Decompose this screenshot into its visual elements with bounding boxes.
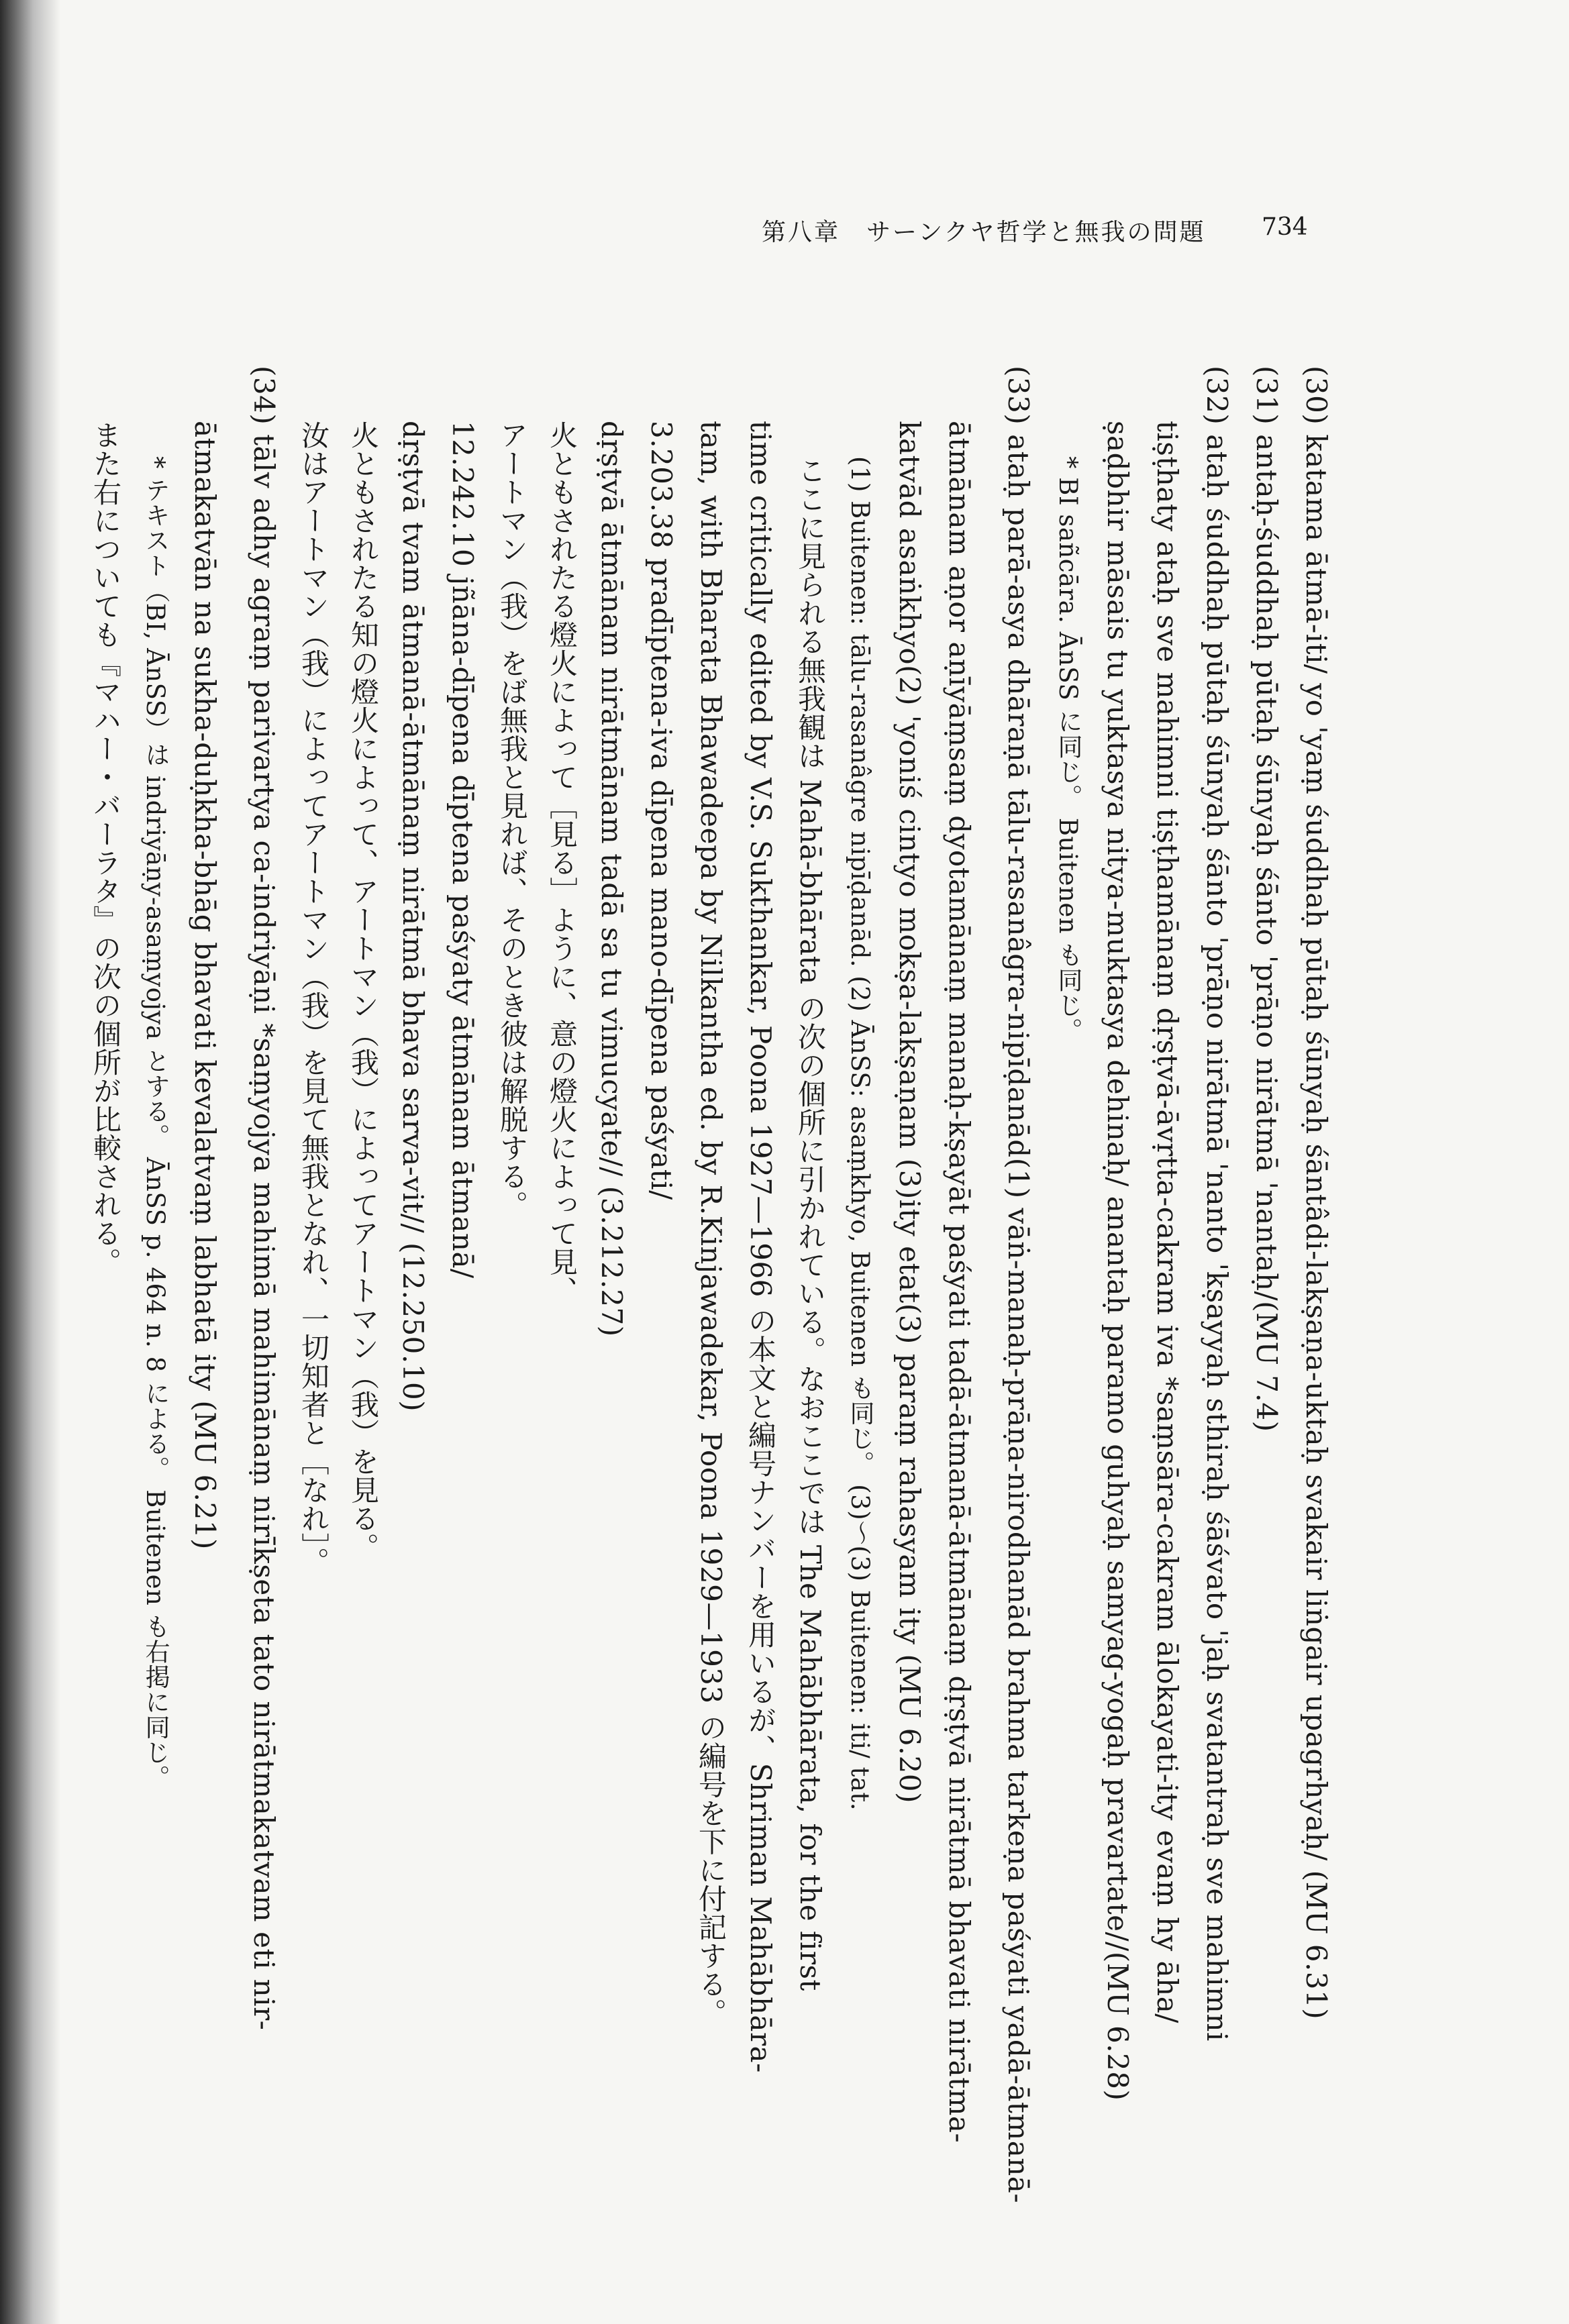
text-line: dṛṣṭvā ātmānam nirātmānam tadā sa tu vimucyate// (3.212.27): [595, 421, 628, 1337]
scan-edge-shadow: [0, 0, 60, 2324]
text-line: 汝はアートマン（我）によってアートマン（我）を見て無我となれ、一切知者と［なれ］。: [297, 421, 330, 1576]
text-line: ātmakatvān na sukha-duḥkha-bhāg bhavati kevalatvaṃ labhatā ity (MU 6.21): [189, 421, 221, 1550]
vertical-text-body: [81, 366, 1341, 2204]
page-number: 734: [1262, 213, 1308, 241]
text-line: (33) ataḥ parā-asya dhāraṇā tālu-rasanâgra-nipīḍanād(1) vāṅ-manaḥ-prāṇa-nirodhanād brahma tarkeṇa paśyati yadā-ātmanā-: [1002, 366, 1035, 2204]
text-line: katvād asaṅkhyo(2) 'yoniś cintyo mokṣa-lakṣaṇam (3)ity etat(3) paraṃ rahasyam ity (MU 6.20): [893, 421, 926, 1803]
text-line: また右についても『マハー・バーラタ』の次の個所が比較される。: [89, 421, 122, 1276]
text-line: 火ともされたる燈火によって［見る］ように、意の燈火によって見、: [546, 421, 578, 1305]
text-line: アートマン（我）をば無我と見れば、そのとき彼は解脱する。: [496, 421, 529, 1219]
footnote-line: * テキスト（BI, ĀnSS）は indriyāṇy-asaṃyojya とする。 ĀnSS p. 464 n. 8 による。 Buitenen も右掲に同じ。: [141, 456, 170, 1791]
text-line: dṛṣṭvā tvam ātmanā-ātmānaṃ nirātmā bhava sarva-vit// (12.250.10): [397, 421, 429, 1412]
text-line: ṣaḍbhir māsais tu yuktasya nitya-muktasya dehinaḥ/ anantaḥ paramo guhyaḥ samyag-yogaḥ pravartate//(MU 6.28): [1101, 421, 1134, 2101]
text-line: (30) katama ātmā-iti/ yo 'yaṃ śuddhaḥ pūtaḥ śūnyaḥ śāntâdi-lakṣaṇa-uktaḥ svakair liṅgair upagrhyaḥ/ (MU 6.31): [1300, 366, 1333, 2020]
text-line: 3.203.38 pradīptena-iva dīpena mano-dīpena paśyati/: [645, 421, 678, 1200]
chapter-title: 第八章 サーンクヤ哲学と無我の問題: [762, 219, 1206, 246]
text-line: (31) antaḥ-śuddhaḥ pūtaḥ śūnyaḥ śānto 'prāṇo nirātmā 'nantaḥ/(MU 7.4): [1250, 366, 1283, 1432]
footnote-line: (1) Buitenen: tālu-rasanâgre nipīḍanād. (2) ĀnSS: asaṃkhyo, Buitenen も同じ。 (3)〜(3) Buitenen: iti/ tat.: [846, 456, 874, 1811]
text-line: 火ともされたる知の燈火によって、アートマン（我）によってアートマン（我）を見る。: [347, 421, 380, 1561]
text-line: tiṣṭhaty ataḥ sve mahimni tiṣṭhamānaṃ dṛṣṭvā-āvṛtta-cakram iva *saṃsāra-cakram ālokayati-ity evaṃ hy āha/: [1151, 421, 1184, 2023]
text-line: time critically edited by V.S. Sukthankar, Poona 1927—1966 の本文と編号ナンバーを用いるが、Shriman Mahābhāra-: [744, 421, 777, 2073]
footnote-line: * BI sañcāra. ĀnSS に同じ。 Buitenen も同じ。: [1054, 456, 1082, 1043]
text-line: 12.242.10 jñāna-dīpena dīptena paśyaty ātmānam ātmanā/: [446, 421, 479, 1279]
text-line: ここに見られる無我観は Mahā-bhārata の次の個所に引かれている。なおここでは The Mahābhārata, for the first: [794, 456, 827, 1991]
text-line: tam, with Bharata Bhawadeepa by Nilkantha ed. by R.Kinjawadekar, Poona 1929—1933 の編号を下に付記する。: [695, 421, 727, 2027]
text-line: ātmānam aṇor aṇīyāṃsaṃ dyotamānaṃ manaḥ-kṣayāt paśyati tadā-ātmanā-ātmānaṃ dṛṣṭvā nirātmā bhavati nirātma-: [943, 421, 976, 2144]
text-line: (32) ataḥ śuddhaḥ pūtaḥ śūnyaḥ śānto 'prāṇo nirātmā 'nanto 'kṣayyaḥ sthiraḥ śāśvato 'jaḥ svatantraḥ sve mahimni: [1201, 366, 1233, 2042]
text-line: (34) tālv adhy agraṃ parivartya ca-indriyāṇi *saṃyojya mahimā mahimānaṃ nirīkṣeta tato nirātmakatvam eti nir-: [248, 366, 281, 2031]
